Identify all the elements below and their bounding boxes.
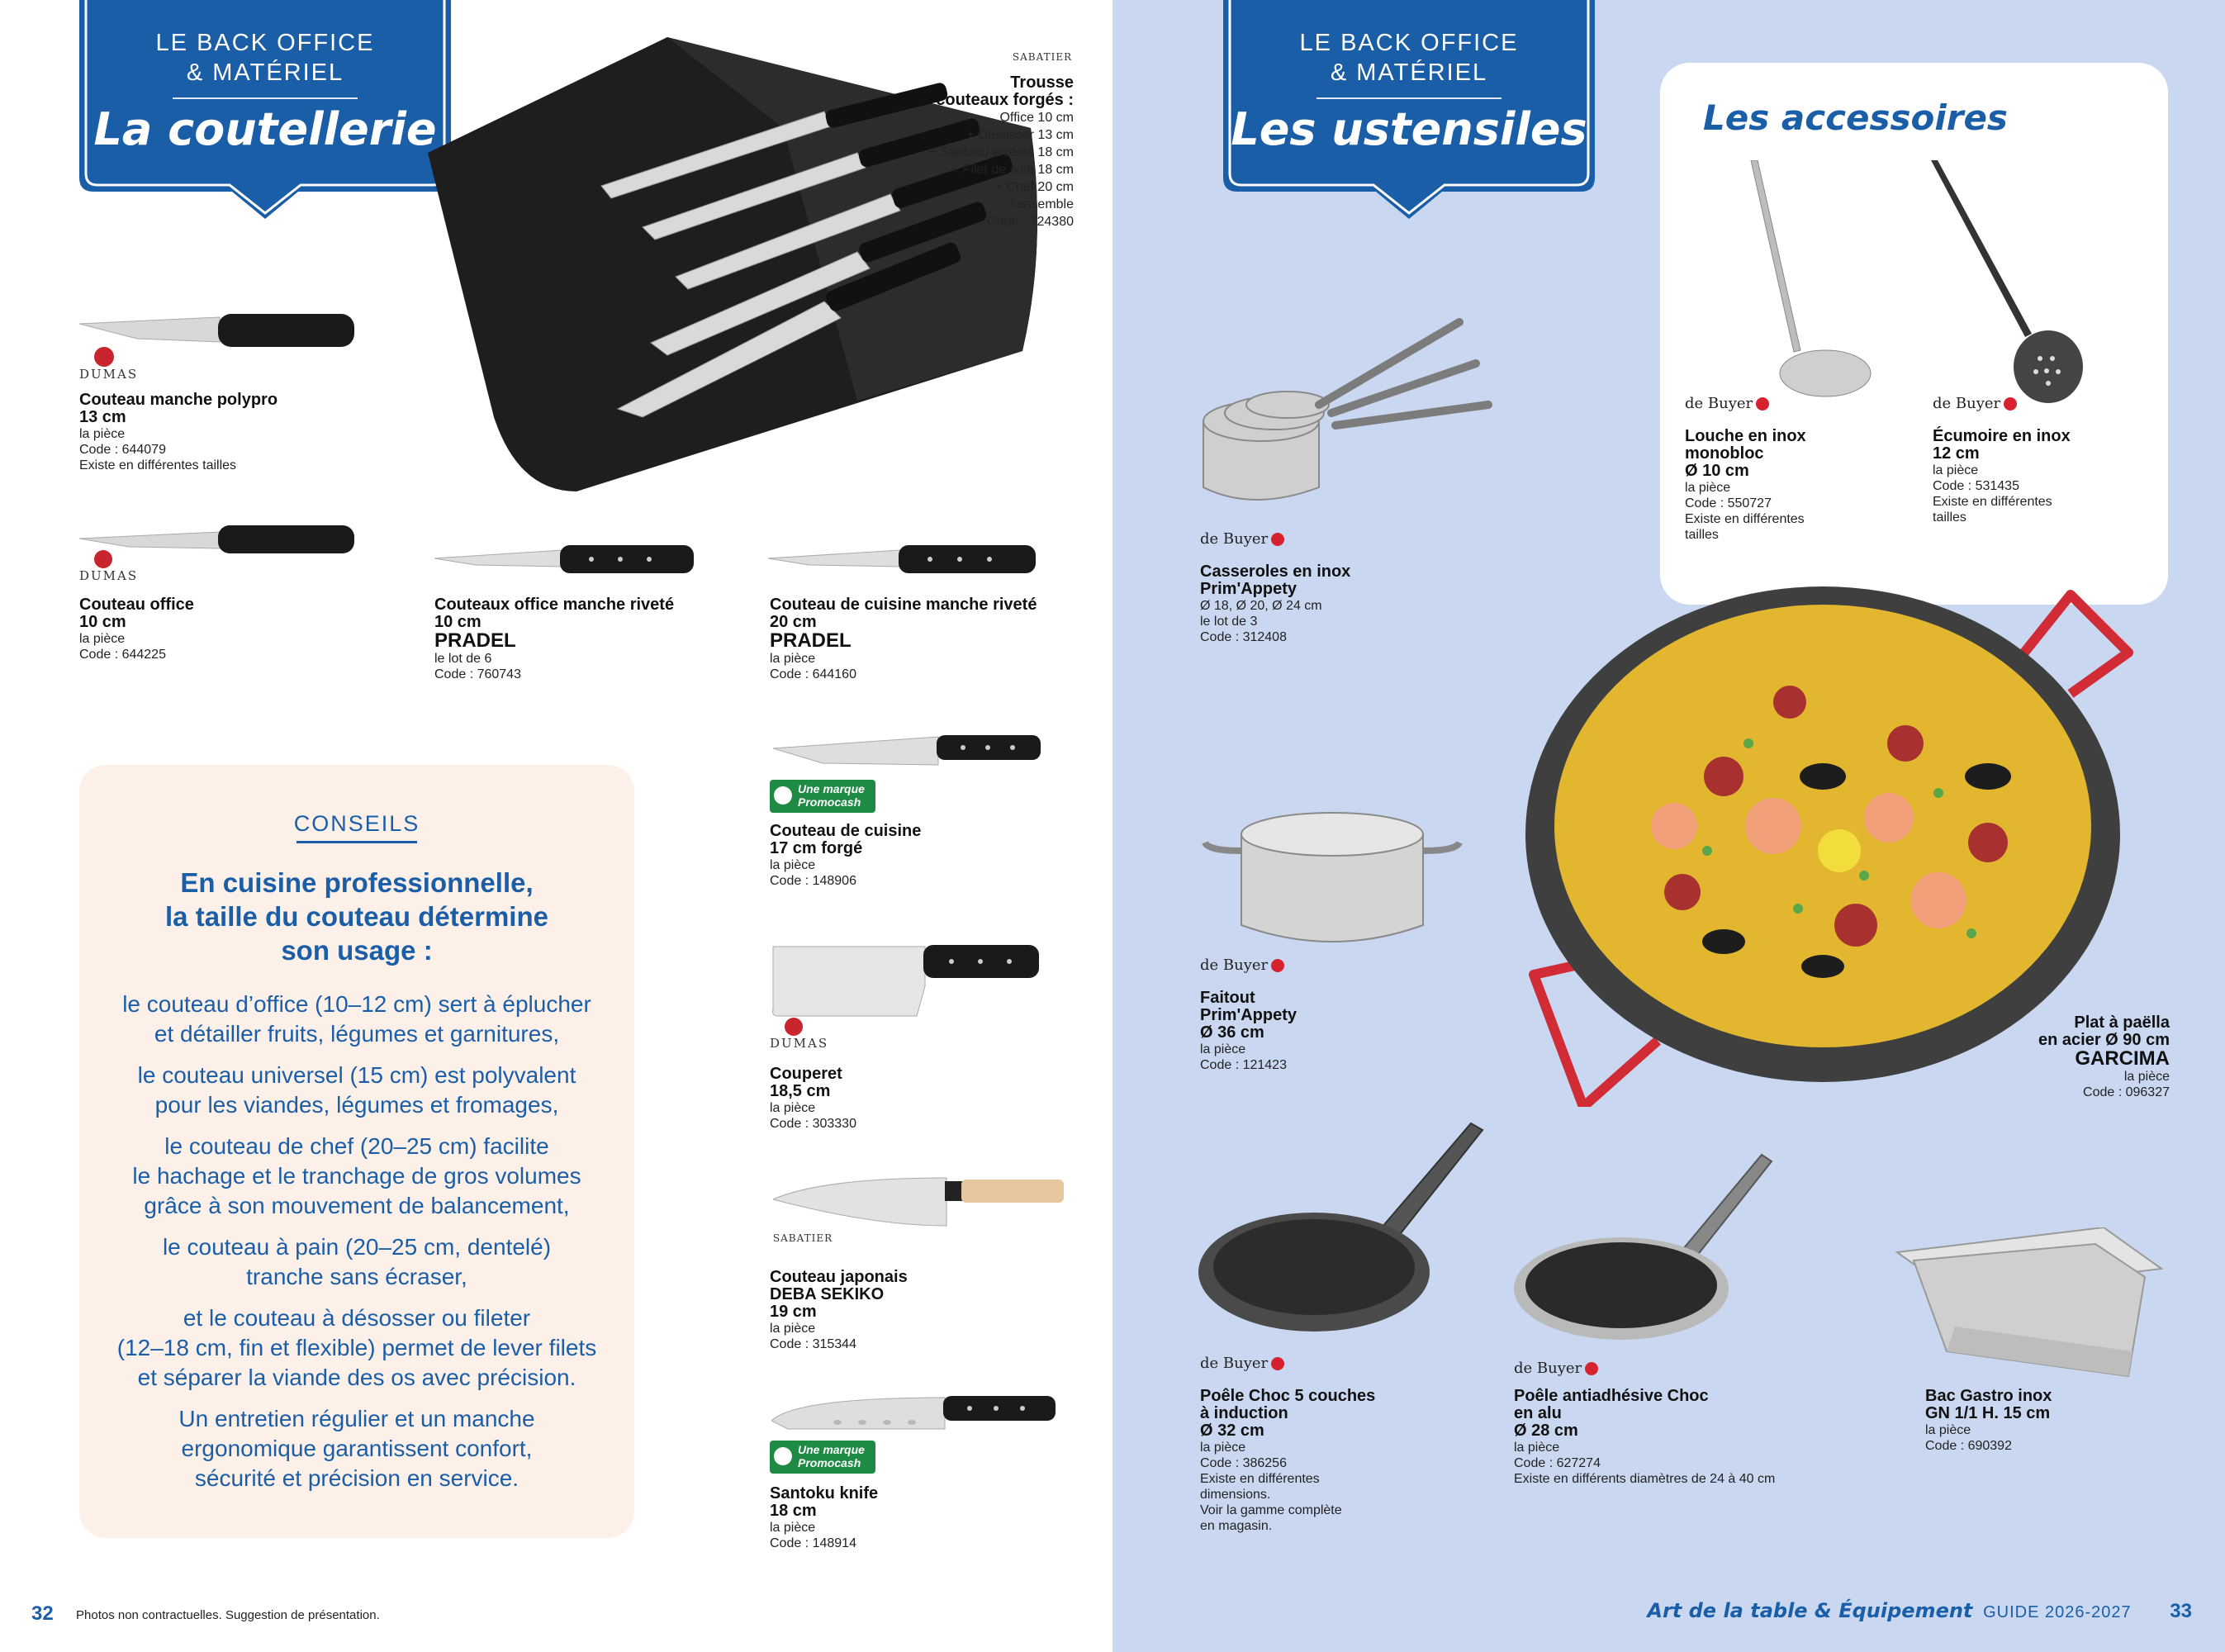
ustensiles-banner xyxy=(1223,0,1595,264)
product-santoku xyxy=(770,1485,1018,1551)
debuyer-logo: de Buyer xyxy=(1933,395,2017,412)
page-number: 32 xyxy=(31,1602,54,1625)
product-brand: GARCIMA xyxy=(2075,1047,2170,1070)
casseroles-image xyxy=(1195,314,1501,520)
conseils-label: CONSEILS xyxy=(293,811,420,836)
debuyer-logo: de Buyer xyxy=(1685,395,1769,412)
product-name: Couteau office 10 cm xyxy=(79,596,194,631)
banner-kicker: LE BACK OFFICE & MATÉRIEL xyxy=(155,30,375,86)
banner-rule xyxy=(1316,97,1502,99)
product-name: Couteau de cuisine manche riveté 20 cm xyxy=(770,596,1037,631)
product-office xyxy=(79,596,327,662)
dumas-logo: DUMAS xyxy=(79,550,138,583)
faitout-image xyxy=(1200,809,1464,958)
product-name: Faitout Prim'Appety Ø 36 cm xyxy=(1200,989,1298,1042)
product-details: Ø 18, Ø 20, Ø 24 cm le lot de 3 Code : 312408 xyxy=(1200,599,1322,644)
product-details: la pièce Code : 121423 xyxy=(1200,1042,1287,1072)
conseils-paragraph: le couteau universel (15 cm) est polyvalent pour les viandes, légumes et fromages, xyxy=(137,1062,576,1118)
product-details: le lot de 6 Code : 760743 xyxy=(434,652,521,681)
product-details: la pièce Code : 644225 xyxy=(79,632,166,662)
promocash-icon xyxy=(774,1447,792,1465)
debuyer-logo: de Buyer xyxy=(1200,1355,1284,1372)
banner-title: La coutellerie xyxy=(93,103,437,155)
debuyer-logo: de Buyer xyxy=(1200,530,1284,548)
debuyer-logo: de Buyer xyxy=(1514,1360,1598,1377)
conseils-paragraph: Un entretien régulier et un manche ergonomique garantissent confort, sécurité et précision en service. xyxy=(178,1406,535,1491)
sabatier-logo: SABATIER xyxy=(1012,51,1073,63)
product-details: la pièce Code : 303330 xyxy=(770,1101,856,1131)
product-paella xyxy=(1971,1014,2170,1100)
product-japonais xyxy=(770,1269,1018,1352)
product-details: la pièce Code : 531435 Existe en différentes tailles xyxy=(1933,463,2052,525)
promocash-badge: Une marque Promocash xyxy=(770,780,875,813)
product-details: la pièce Code : 644079 Existe en différentes tailles xyxy=(79,427,237,472)
conseils-paragraph: le couteau de chef (20–25 cm) facilite le hachage et le tranchage de gros volumes grâce à son mouvement de balancement, xyxy=(132,1133,581,1218)
product-name: Louche en inox monobloc Ø 10 cm xyxy=(1685,427,1806,480)
product-details: la pièce Code : 690392 xyxy=(1925,1423,2012,1453)
product-name: Couperet 18,5 cm xyxy=(770,1065,842,1100)
product-office-rivete xyxy=(434,596,748,682)
accessoires-title: Les accessoires xyxy=(1703,97,2008,138)
guide-footer xyxy=(1647,1599,2192,1623)
knife-cuisine-rivete-image xyxy=(768,542,1041,580)
product-name: Couteaux office manche riveté 10 cm xyxy=(434,596,675,631)
conseils-box xyxy=(79,765,634,1538)
accessoires-box xyxy=(1660,63,2168,605)
product-faitout xyxy=(1200,990,1448,1073)
banner-kicker: LE BACK OFFICE & MATÉRIEL xyxy=(1299,30,1519,86)
product-name: Bac Gastro inox GN 1/1 H. 15 cm xyxy=(1925,1387,2052,1422)
product-details: Office 10 cm + Désosser 13 cm + Santoku alvéolé 18 cm + Filet de sole 18 cm + Chef 20 cm l'ensemble Code : 724380 xyxy=(928,111,1074,229)
page-number: 33 xyxy=(2170,1600,2192,1622)
product-ecumoire xyxy=(1933,428,2147,525)
banner-rule xyxy=(173,97,358,99)
product-louche xyxy=(1685,428,1900,543)
product-brand: PRADEL xyxy=(434,629,516,652)
promocash-badge: Une marque Promocash xyxy=(770,1441,875,1474)
conseils-headline: En cuisine professionnelle, la taille du couteau détermine son usage : xyxy=(165,867,548,966)
product-brand: PRADEL xyxy=(770,629,852,652)
left-page xyxy=(0,0,1112,1652)
product-name: Couteau manche polypro 13 cm xyxy=(79,391,278,426)
conseils-paragraph: le couteau à pain (20–25 cm, dentelé) tranche sans écraser, xyxy=(162,1234,552,1289)
couperet-image xyxy=(770,937,1042,1019)
conseils-paragraph: le couteau d’office (10–12 cm) sert à éplucher et détailler fruits, légumes et garnitures, xyxy=(122,991,591,1047)
product-name: Couteau de cuisine 17 cm forgé xyxy=(770,822,922,857)
product-details: la pièce Code : 644160 xyxy=(770,652,856,681)
product-name: Plat à paëlla en acier Ø 90 cm xyxy=(2038,1014,2170,1049)
product-details: la pièce Code : 550727 Existe en différentes tailles xyxy=(1685,481,1805,542)
product-cuisine-rivete xyxy=(770,596,1084,682)
product-couperet xyxy=(770,1066,1018,1132)
product-details: la pièce Code : 386256 Existe en différentes dimensions. Voir la gamme complète en magasin. xyxy=(1200,1441,1342,1533)
product-details: la pièce Code : 096327 xyxy=(2083,1070,2170,1099)
product-cuisine-forge xyxy=(770,823,1034,889)
product-details: la pièce Code : 148906 xyxy=(770,858,856,888)
dumas-logo: DUMAS xyxy=(79,347,138,382)
knife-office-rivete-image xyxy=(434,542,699,580)
right-page xyxy=(1112,0,2225,1652)
debuyer-logo: de Buyer xyxy=(1200,957,1284,974)
dumas-logo: DUMAS xyxy=(770,1018,828,1051)
sabatier-logo: SABATIER xyxy=(772,1232,833,1244)
banner-title: Les ustensiles xyxy=(1231,103,1587,155)
product-name: Trousse de 5 couteaux forgés : xyxy=(898,74,1074,109)
promocash-icon xyxy=(774,786,792,805)
product-name: Casseroles en inox Prim'Appety xyxy=(1200,563,1351,598)
product-name: Santoku knife 18 cm xyxy=(770,1484,879,1520)
product-casseroles xyxy=(1200,563,1448,645)
product-details: la pièce Code : 148914 xyxy=(770,1521,856,1550)
product-poele-choc xyxy=(1200,1388,1448,1534)
poele-alu-image xyxy=(1514,1148,1795,1355)
conseils-paragraph: et le couteau à désosser ou fileter (12–18 cm, fin et flexible) permet de lever filets et séparer la viande des os avec précision. xyxy=(116,1305,597,1390)
product-name: Écumoire en inox 12 cm xyxy=(1933,427,2071,463)
product-name: Couteau japonais DEBA SEKIKO 19 cm xyxy=(770,1268,908,1321)
product-bac-gastro xyxy=(1925,1388,2173,1454)
product-details: la pièce Code : 315344 xyxy=(770,1322,856,1351)
knife-santoku-image xyxy=(771,1391,1060,1436)
poele-choc-image xyxy=(1198,1115,1504,1346)
product-trousse xyxy=(826,74,1074,230)
bac-gastro-image xyxy=(1889,1227,2170,1393)
guide-label: GUIDE 2026-2027 xyxy=(1983,1603,2132,1621)
product-details: la pièce Code : 627274 Existe en différents diamètres de 24 à 40 cm xyxy=(1514,1441,1776,1486)
product-polypro xyxy=(79,392,377,473)
ecumoire-image xyxy=(1924,160,2090,408)
knife-deba-image xyxy=(773,1173,1070,1231)
product-name: Poêle antiadhésive Choc en alu Ø 28 cm xyxy=(1514,1387,1709,1440)
louche-image xyxy=(1743,160,1875,408)
knife-cuisine-forge-image xyxy=(773,730,1046,776)
footer-note: Photos non contractuelles. Suggestion de présentation. xyxy=(76,1608,380,1622)
conseils-underline xyxy=(297,841,417,843)
product-poele-alu xyxy=(1514,1388,1844,1487)
product-name: Poêle Choc 5 couches à induction Ø 32 cm xyxy=(1200,1387,1376,1440)
guide-title: Art de la table & Équipement xyxy=(1647,1599,1973,1622)
